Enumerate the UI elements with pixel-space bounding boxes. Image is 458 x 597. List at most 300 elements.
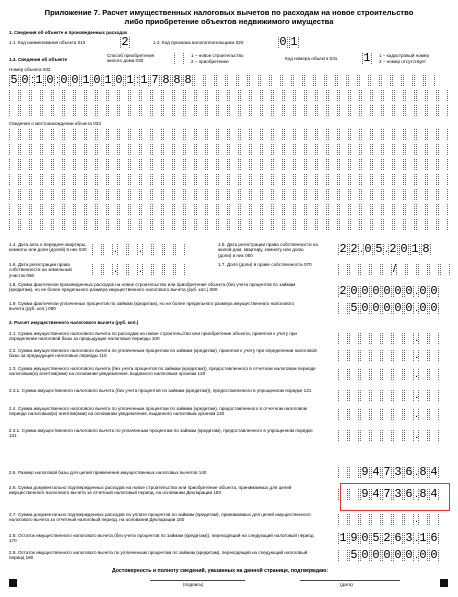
char-cell xyxy=(360,390,370,401)
char-cell xyxy=(152,129,162,140)
field-1-3-way-cell[interactable] xyxy=(174,53,185,64)
char-cell xyxy=(404,369,414,380)
char-cell: 6 xyxy=(405,467,413,478)
location-row-1[interactable] xyxy=(9,129,449,140)
char-cell xyxy=(273,105,283,116)
char-cell: 0 xyxy=(60,75,68,86)
char-cell xyxy=(349,430,359,441)
char-cell xyxy=(405,105,415,116)
char-cell xyxy=(438,144,448,155)
char-cell xyxy=(284,144,294,155)
char-cell xyxy=(315,75,325,86)
char-cell xyxy=(20,204,30,215)
char-cell xyxy=(306,219,316,230)
char-cell xyxy=(207,159,217,170)
char-cell xyxy=(416,189,426,200)
char-cell xyxy=(163,219,173,230)
char-cell xyxy=(119,105,129,116)
section-1-header: 1. Сведения об объекте и произведенных расходах xyxy=(9,30,128,35)
field-1-7-label: 1.7. Доля (доли) в праве собственности 070 xyxy=(218,262,312,267)
char-cell xyxy=(273,219,283,230)
location-row-4[interactable] xyxy=(9,174,449,185)
field-1-5-label: 1.5. Дата регистрации права собственности на жилой дом, квартиру, комнату или долю (доли) в них 050 xyxy=(218,242,318,258)
char-cell xyxy=(218,159,228,170)
char-cell xyxy=(295,129,305,140)
char-cell xyxy=(196,90,206,101)
char-cell xyxy=(404,350,414,361)
char-cell xyxy=(229,144,239,155)
char-cell: 3 xyxy=(405,533,413,544)
char-cell xyxy=(240,129,250,140)
char-cell: 5 xyxy=(350,550,358,561)
field-2-9-cells[interactable] xyxy=(338,550,440,561)
char-cell: 1 xyxy=(140,75,148,86)
char-cell xyxy=(9,105,19,116)
char-cell xyxy=(185,174,195,185)
char-cell: 1 xyxy=(290,37,298,48)
char-cell xyxy=(130,105,140,116)
field-2-5-cells[interactable] xyxy=(338,467,440,478)
char-cell xyxy=(163,144,173,155)
char-cell xyxy=(383,189,393,200)
highlight-box xyxy=(340,483,450,511)
char-cell xyxy=(282,75,292,86)
field-2-3-cells[interactable] xyxy=(338,369,440,380)
separator: . xyxy=(415,368,419,380)
field-1-1-cells[interactable] xyxy=(120,37,131,48)
char-cell xyxy=(174,129,184,140)
char-cell: 3 xyxy=(394,489,402,500)
char-cell xyxy=(284,189,294,200)
char-cell xyxy=(130,90,140,101)
char-cell xyxy=(383,174,393,185)
char-cell xyxy=(284,159,294,170)
field-1-6-cells[interactable] xyxy=(92,264,186,275)
char-cell xyxy=(382,430,392,441)
char-cell xyxy=(9,204,19,215)
location-row-6[interactable] xyxy=(9,204,449,215)
field-1-8-label: 1.8. Сумма фактически произведенных расходов на новое строительство или приобретение объекта (без учета процентов по займам (кредитам), но не более предельного размера имущественного налогового вычета (руб. коп.) 080 xyxy=(9,282,296,293)
object-number-label: Номер объекта 032 xyxy=(9,67,51,72)
char-cell xyxy=(174,159,184,170)
char-cell xyxy=(75,90,85,101)
char-cell xyxy=(348,75,358,86)
location-row-3[interactable] xyxy=(9,159,449,170)
char-cell xyxy=(86,105,96,116)
char-cell xyxy=(97,159,107,170)
field-1-3-code-cell[interactable] xyxy=(362,53,373,64)
char-cell xyxy=(75,129,85,140)
char-cell xyxy=(42,105,52,116)
char-cell xyxy=(393,350,403,361)
char-cell xyxy=(119,129,129,140)
char-cell xyxy=(350,174,360,185)
field-1-7-cells[interactable] xyxy=(338,264,451,275)
char-cell xyxy=(97,129,107,140)
char-cell xyxy=(427,219,437,230)
char-cell: 0 xyxy=(93,75,101,86)
char-cell xyxy=(425,75,435,86)
char-cell xyxy=(338,333,348,344)
char-cell xyxy=(64,219,74,230)
char-cell: 0 xyxy=(372,303,380,314)
field-1-2-cells[interactable] xyxy=(278,37,300,48)
char-cell xyxy=(141,189,151,200)
char-cell xyxy=(372,204,382,215)
char-cell xyxy=(164,264,174,275)
char-cell xyxy=(372,105,382,116)
char-cell xyxy=(284,105,294,116)
char-cell xyxy=(372,219,382,230)
char-cell: 0 xyxy=(405,550,413,561)
char-cell xyxy=(75,105,85,116)
char-cell xyxy=(240,204,250,215)
char-cell xyxy=(103,264,113,275)
field-2-2-cells[interactable] xyxy=(338,350,440,361)
char-cell xyxy=(393,430,403,441)
char-cell xyxy=(361,144,371,155)
char-cell xyxy=(174,144,184,155)
char-cell xyxy=(360,430,370,441)
field-2-4-label: 2.4. Сумма имущественного налогового вычета по уплаченным процентам по займам (кредитам), предоставленного в отчетном налоговом периоде налоговым(и) агентом(ами) на основании уведомления, выданного налоговым органом 130 xyxy=(9,406,307,417)
char-cell xyxy=(271,75,281,86)
char-cell xyxy=(251,219,261,230)
separator: . xyxy=(360,243,364,255)
char-cell xyxy=(360,264,370,275)
char-cell: 2 xyxy=(339,244,347,255)
char-cell xyxy=(383,105,393,116)
char-cell: 0 xyxy=(71,75,79,86)
signature-line[interactable] xyxy=(150,580,245,581)
char-cell xyxy=(92,244,102,255)
char-cell xyxy=(372,144,382,155)
char-cell: 0 xyxy=(419,303,427,314)
char-cell xyxy=(383,204,393,215)
char-cell xyxy=(361,129,371,140)
char-cell xyxy=(108,204,118,215)
char-cell xyxy=(53,144,63,155)
char-cell xyxy=(196,105,206,116)
char-cell xyxy=(394,174,404,185)
field-1-4-label: 1.4. Дата акта о передаче квартиры, комнаты или доли (долей) в них 040 xyxy=(9,242,87,253)
char-cell xyxy=(229,219,239,230)
char-cell xyxy=(53,159,63,170)
char-cell xyxy=(31,129,41,140)
char-cell xyxy=(251,144,261,155)
char-cell xyxy=(141,204,151,215)
char-cell xyxy=(317,219,327,230)
field-1-3-opt2: 2 – приобретение xyxy=(191,59,229,64)
char-cell xyxy=(383,129,393,140)
char-cell xyxy=(361,219,371,230)
char-cell xyxy=(108,159,118,170)
date-line[interactable] xyxy=(300,580,400,581)
field-1-9-cells[interactable] xyxy=(338,303,440,314)
char-cell xyxy=(394,105,404,116)
char-cell xyxy=(163,204,173,215)
char-cell xyxy=(262,204,272,215)
char-cell xyxy=(349,514,359,525)
char-cell xyxy=(393,409,403,420)
field-2-1-cells[interactable] xyxy=(338,333,440,344)
char-cell xyxy=(361,90,371,101)
char-cell: 6 xyxy=(405,489,413,500)
char-cell xyxy=(152,174,162,185)
char-cell: 8 xyxy=(184,75,192,86)
char-cell xyxy=(86,189,96,200)
char-cell xyxy=(306,105,316,116)
char-cell xyxy=(405,219,415,230)
char-cell xyxy=(371,264,381,275)
char-cell xyxy=(394,144,404,155)
char-cell xyxy=(152,105,162,116)
char-cell xyxy=(240,159,250,170)
char-cell xyxy=(20,159,30,170)
field-2-4-1-label: 2.4.1. Сумма имущественного налогового вычета по уплаченным процентам по займам (кредитам), предоставленного в упрощенном порядке 131 xyxy=(9,428,313,439)
char-cell: 0 xyxy=(361,550,369,561)
char-cell xyxy=(20,90,30,101)
char-cell xyxy=(218,219,228,230)
char-cell xyxy=(86,159,96,170)
field-2-6-label: 2.6. Сумма документально подтвержденных расходов на новое строительство или приобретение объекта, принимаемых для целей имущественного налогового вычета за отчетный налоговый период, на основании Декларации 150 xyxy=(9,485,292,496)
char-cell: 0 xyxy=(405,286,413,297)
char-cell xyxy=(142,264,152,275)
char-cell xyxy=(251,189,261,200)
char-cell xyxy=(86,144,96,155)
char-cell xyxy=(97,144,107,155)
char-cell xyxy=(20,174,30,185)
char-cell xyxy=(360,514,370,525)
corner-marker-left xyxy=(9,579,17,587)
char-cell xyxy=(416,159,426,170)
char-cell xyxy=(350,129,360,140)
char-cell xyxy=(229,90,239,101)
char-cell xyxy=(262,189,272,200)
char-cell xyxy=(339,159,349,170)
field-1-3-opt1: 1 – новое строительство xyxy=(191,53,244,58)
char-cell: 9 xyxy=(350,533,358,544)
char-cell xyxy=(360,350,370,361)
separator: / xyxy=(393,263,397,275)
char-cell xyxy=(295,90,305,101)
object-number-row-3[interactable] xyxy=(9,105,449,116)
char-cell: 0 xyxy=(430,550,438,561)
char-cell xyxy=(97,219,107,230)
char-cell: 2 xyxy=(339,286,347,297)
char-cell xyxy=(405,90,415,101)
char-cell xyxy=(361,159,371,170)
char-cell xyxy=(152,189,162,200)
char-cell xyxy=(251,105,261,116)
char-cell: 0 xyxy=(383,550,391,561)
char-cell xyxy=(306,129,316,140)
char-cell xyxy=(404,430,414,441)
char-cell xyxy=(349,264,359,275)
char-cell xyxy=(338,350,348,361)
char-cell xyxy=(249,75,259,86)
char-cell xyxy=(185,90,195,101)
char-cell xyxy=(20,189,30,200)
field-2-7-label: 2.7. Сумма документально подтвержденных расходов по уплате процентов по займам (кредитам), принимаемых для целей имущественного налогового вычета за отчетный налоговый период, на основании Декларации 160 xyxy=(9,512,311,523)
char-cell xyxy=(141,105,151,116)
char-cell xyxy=(295,189,305,200)
char-cell xyxy=(20,105,30,116)
char-cell xyxy=(339,90,349,101)
char-cell xyxy=(164,244,174,255)
char-cell: 3 xyxy=(394,467,402,478)
char-cell xyxy=(163,129,173,140)
char-cell xyxy=(229,204,239,215)
char-cell xyxy=(360,333,370,344)
field-2-8-cells[interactable] xyxy=(338,533,440,544)
char-cell xyxy=(328,159,338,170)
char-cell xyxy=(262,219,272,230)
char-cell xyxy=(338,303,348,314)
char-cell xyxy=(371,409,381,420)
field-2-7-cells[interactable] xyxy=(338,514,440,525)
field-1-4-cells[interactable] xyxy=(92,244,186,255)
char-cell xyxy=(64,90,74,101)
char-cell xyxy=(339,219,349,230)
char-cell xyxy=(360,369,370,380)
char-cell xyxy=(328,174,338,185)
char-cell: 6 xyxy=(430,533,438,544)
char-cell xyxy=(284,129,294,140)
char-cell xyxy=(141,159,151,170)
char-cell xyxy=(141,219,151,230)
char-cell xyxy=(9,129,19,140)
char-cell xyxy=(185,129,195,140)
char-cell xyxy=(328,105,338,116)
char-cell xyxy=(306,144,316,155)
object-number-row-2[interactable] xyxy=(9,90,449,101)
char-cell xyxy=(295,159,305,170)
char-cell xyxy=(328,204,338,215)
char-cell: 8 xyxy=(419,467,427,478)
char-cell xyxy=(97,90,107,101)
char-cell xyxy=(427,159,437,170)
char-cell xyxy=(31,90,41,101)
char-cell xyxy=(218,90,228,101)
char-cell xyxy=(185,105,195,116)
char-cell xyxy=(229,105,239,116)
char-cell xyxy=(218,189,228,200)
char-cell xyxy=(142,244,152,255)
char-cell xyxy=(339,129,349,140)
char-cell xyxy=(251,129,261,140)
char-cell: 0 xyxy=(394,303,402,314)
char-cell: 5 xyxy=(372,533,380,544)
char-cell: 0 xyxy=(394,550,402,561)
char-cell xyxy=(328,144,338,155)
char-cell xyxy=(262,105,272,116)
char-cell xyxy=(262,159,272,170)
title-line-2: либо приобретение объектов недвижимого имущества xyxy=(124,16,334,26)
field-1-2-label: 1.2. Код признака налогоплательщика 020 xyxy=(153,40,244,45)
char-cell xyxy=(229,129,239,140)
char-cell xyxy=(251,174,261,185)
field-2-3-1-cells[interactable] xyxy=(338,390,440,401)
char-cell xyxy=(372,174,382,185)
char-cell xyxy=(394,129,404,140)
field-2-4-cells[interactable] xyxy=(338,409,440,420)
char-cell xyxy=(141,174,151,185)
field-1-5-cells[interactable] xyxy=(338,244,432,255)
field-2-4-1-cells[interactable] xyxy=(338,430,440,441)
char-cell xyxy=(350,204,360,215)
char-cell xyxy=(42,219,52,230)
char-cell: 0 xyxy=(361,303,369,314)
footer-confirm: Достоверность и полноту сведений, указанных на данной странице, подтверждаю: xyxy=(112,568,329,574)
char-cell xyxy=(153,264,163,275)
char-cell xyxy=(218,144,228,155)
object-number-row-1[interactable] xyxy=(9,75,436,86)
char-cell xyxy=(338,550,348,561)
char-cell xyxy=(382,390,392,401)
char-cell xyxy=(262,174,272,185)
char-cell xyxy=(394,219,404,230)
char-cell xyxy=(20,219,30,230)
location-row-2[interactable] xyxy=(9,144,449,155)
location-row-7[interactable] xyxy=(9,219,449,230)
char-cell xyxy=(306,90,316,101)
separator: . xyxy=(139,263,143,275)
char-cell xyxy=(338,467,348,478)
location-row-5[interactable] xyxy=(9,189,449,200)
char-cell xyxy=(393,369,403,380)
char-cell xyxy=(429,264,439,275)
char-cell xyxy=(97,189,107,200)
char-cell xyxy=(163,189,173,200)
char-cell: 1 xyxy=(104,75,112,86)
char-cell xyxy=(371,390,381,401)
char-cell xyxy=(196,219,206,230)
char-cell xyxy=(20,144,30,155)
char-cell xyxy=(31,105,41,116)
char-cell: 7 xyxy=(383,467,391,478)
char-cell xyxy=(130,129,140,140)
char-cell xyxy=(163,174,173,185)
char-cell xyxy=(339,105,349,116)
char-cell xyxy=(418,369,428,380)
separator: . xyxy=(415,389,419,401)
char-cell xyxy=(328,129,338,140)
char-cell xyxy=(349,333,359,344)
char-cell: 0 xyxy=(430,286,438,297)
char-cell xyxy=(64,144,74,155)
char-cell xyxy=(339,144,349,155)
char-cell: 1 xyxy=(82,75,90,86)
char-cell: 0 xyxy=(405,303,413,314)
char-cell xyxy=(328,90,338,101)
field-1-8-cells[interactable] xyxy=(338,286,440,297)
char-cell xyxy=(429,390,439,401)
char-cell xyxy=(418,409,428,420)
char-cell xyxy=(438,105,448,116)
char-cell xyxy=(405,144,415,155)
char-cell xyxy=(306,189,316,200)
char-cell xyxy=(240,105,250,116)
char-cell xyxy=(119,189,129,200)
char-cell: 4 xyxy=(372,489,380,500)
field-2-3-1-label: 2.3.1. Сумма имущественного налогового вычета (без учета процентов по займам (кредитам)), предоставленного в упрощенном порядке 121 xyxy=(9,388,312,393)
char-cell xyxy=(427,90,437,101)
char-cell xyxy=(64,204,74,215)
char-cell xyxy=(416,90,426,101)
char-cell xyxy=(130,189,140,200)
char-cell xyxy=(119,159,129,170)
char-cell xyxy=(141,144,151,155)
